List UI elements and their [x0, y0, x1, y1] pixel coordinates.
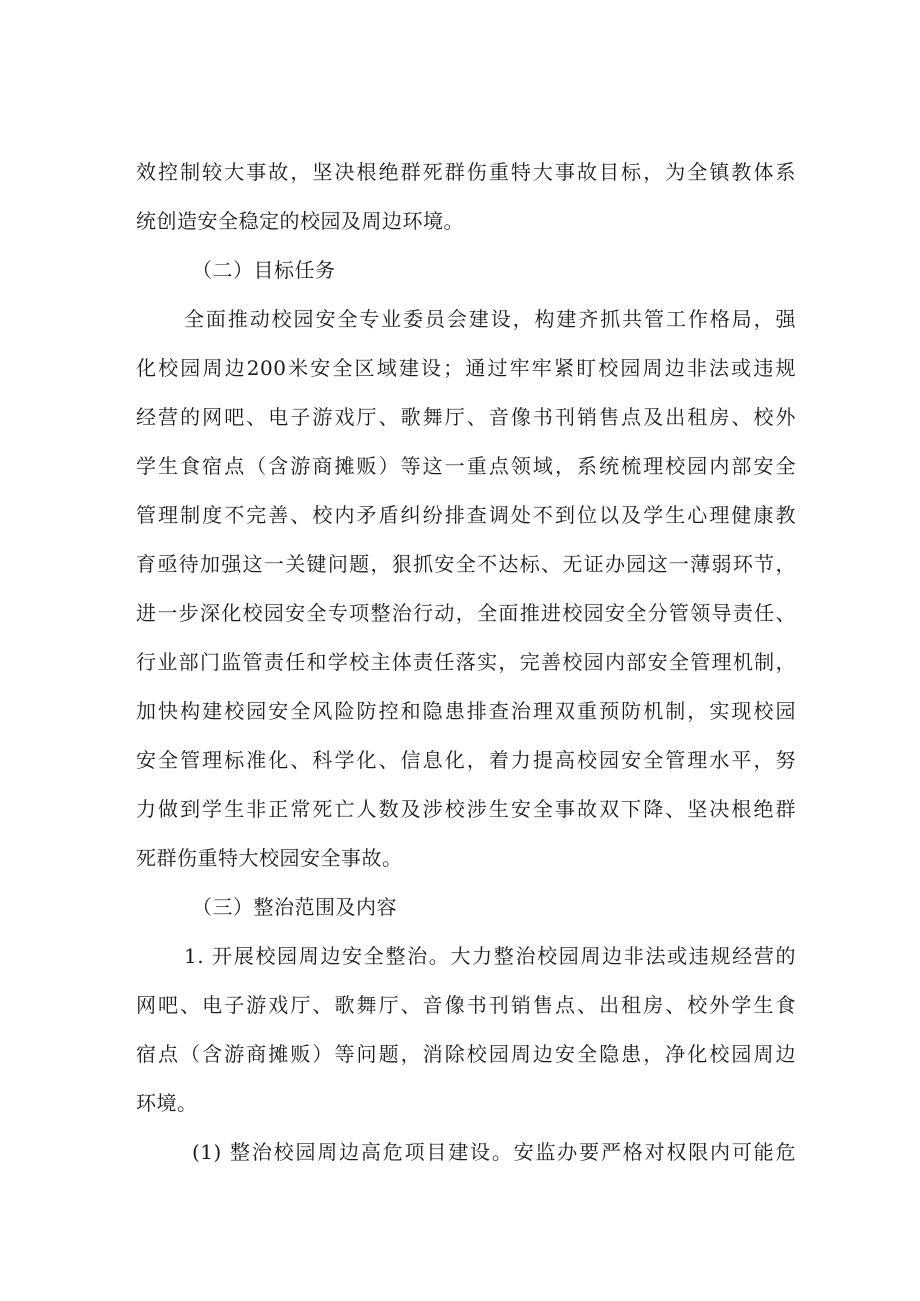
text-line: 环境。 [136, 1091, 198, 1115]
text-line: 宿点（含游商摊贩）等问题，消除校园周边安全隐患，净化校园周边 [136, 1042, 796, 1066]
text-line: 加快构建校园安全风险防控和隐患排查治理双重预防机制，实现校园 [136, 699, 796, 723]
text-line: 经营的网吧、电子游戏厅、歌舞厅、音像书刊销售点及出租房、校外 [136, 405, 796, 429]
text-line: 管理制度不完善、校内矛盾纠纷排查调处不到位以及学生心理健康教 [136, 503, 796, 527]
text-line: 学生食宿点（含游商摊贩）等这一重点领域，系统梳理校园内部安全 [136, 454, 796, 478]
text-line: 育亟待加强这一关键问题，狠抓安全不达标、无证办园这一薄弱环节， [136, 552, 796, 576]
text-line: 死群伤重特大校园安全事故。 [136, 846, 403, 870]
text-line: 1. 开展校园周边安全整治。大力整治校园周边非法或违规经营的 [184, 944, 796, 968]
text-line: 进一步深化校园安全专项整治行动，全面推进校园安全分管领导责任、 [136, 601, 796, 625]
text-line: (1) 整治校园周边高危项目建设。安监办要严格对权限内可能危 [192, 1140, 796, 1164]
text-line: 效控制较大事故，坚决根绝群死群伤重特大事故目标，为全镇教体系 [136, 160, 796, 184]
section-heading: （二）目标任务 [192, 258, 336, 282]
section-heading: （三）整治范围及内容 [192, 895, 397, 919]
text-line: 网吧、电子游戏厅、歌舞厅、音像书刊销售点、出租房、校外学生食 [136, 993, 796, 1017]
text-line: 力做到学生非正常死亡人数及涉校涉生安全事故双下降、坚决根绝群 [136, 797, 796, 821]
text-line: 行业部门监管责任和学校主体责任落实，完善校园内部安全管理机制， [136, 650, 796, 674]
text-line: 安全管理标准化、科学化、信息化，着力提高校园安全管理水平，努 [136, 748, 796, 772]
text-line: 全面推动校园安全专业委员会建设，构建齐抓共管工作格局，强 [184, 307, 796, 331]
text-line: 化校园周边200米安全区域建设；通过牢牢紧盯校园周边非法或违规 [136, 356, 796, 380]
text-line: 统创造安全稳定的校园及周边环境。 [136, 209, 464, 233]
